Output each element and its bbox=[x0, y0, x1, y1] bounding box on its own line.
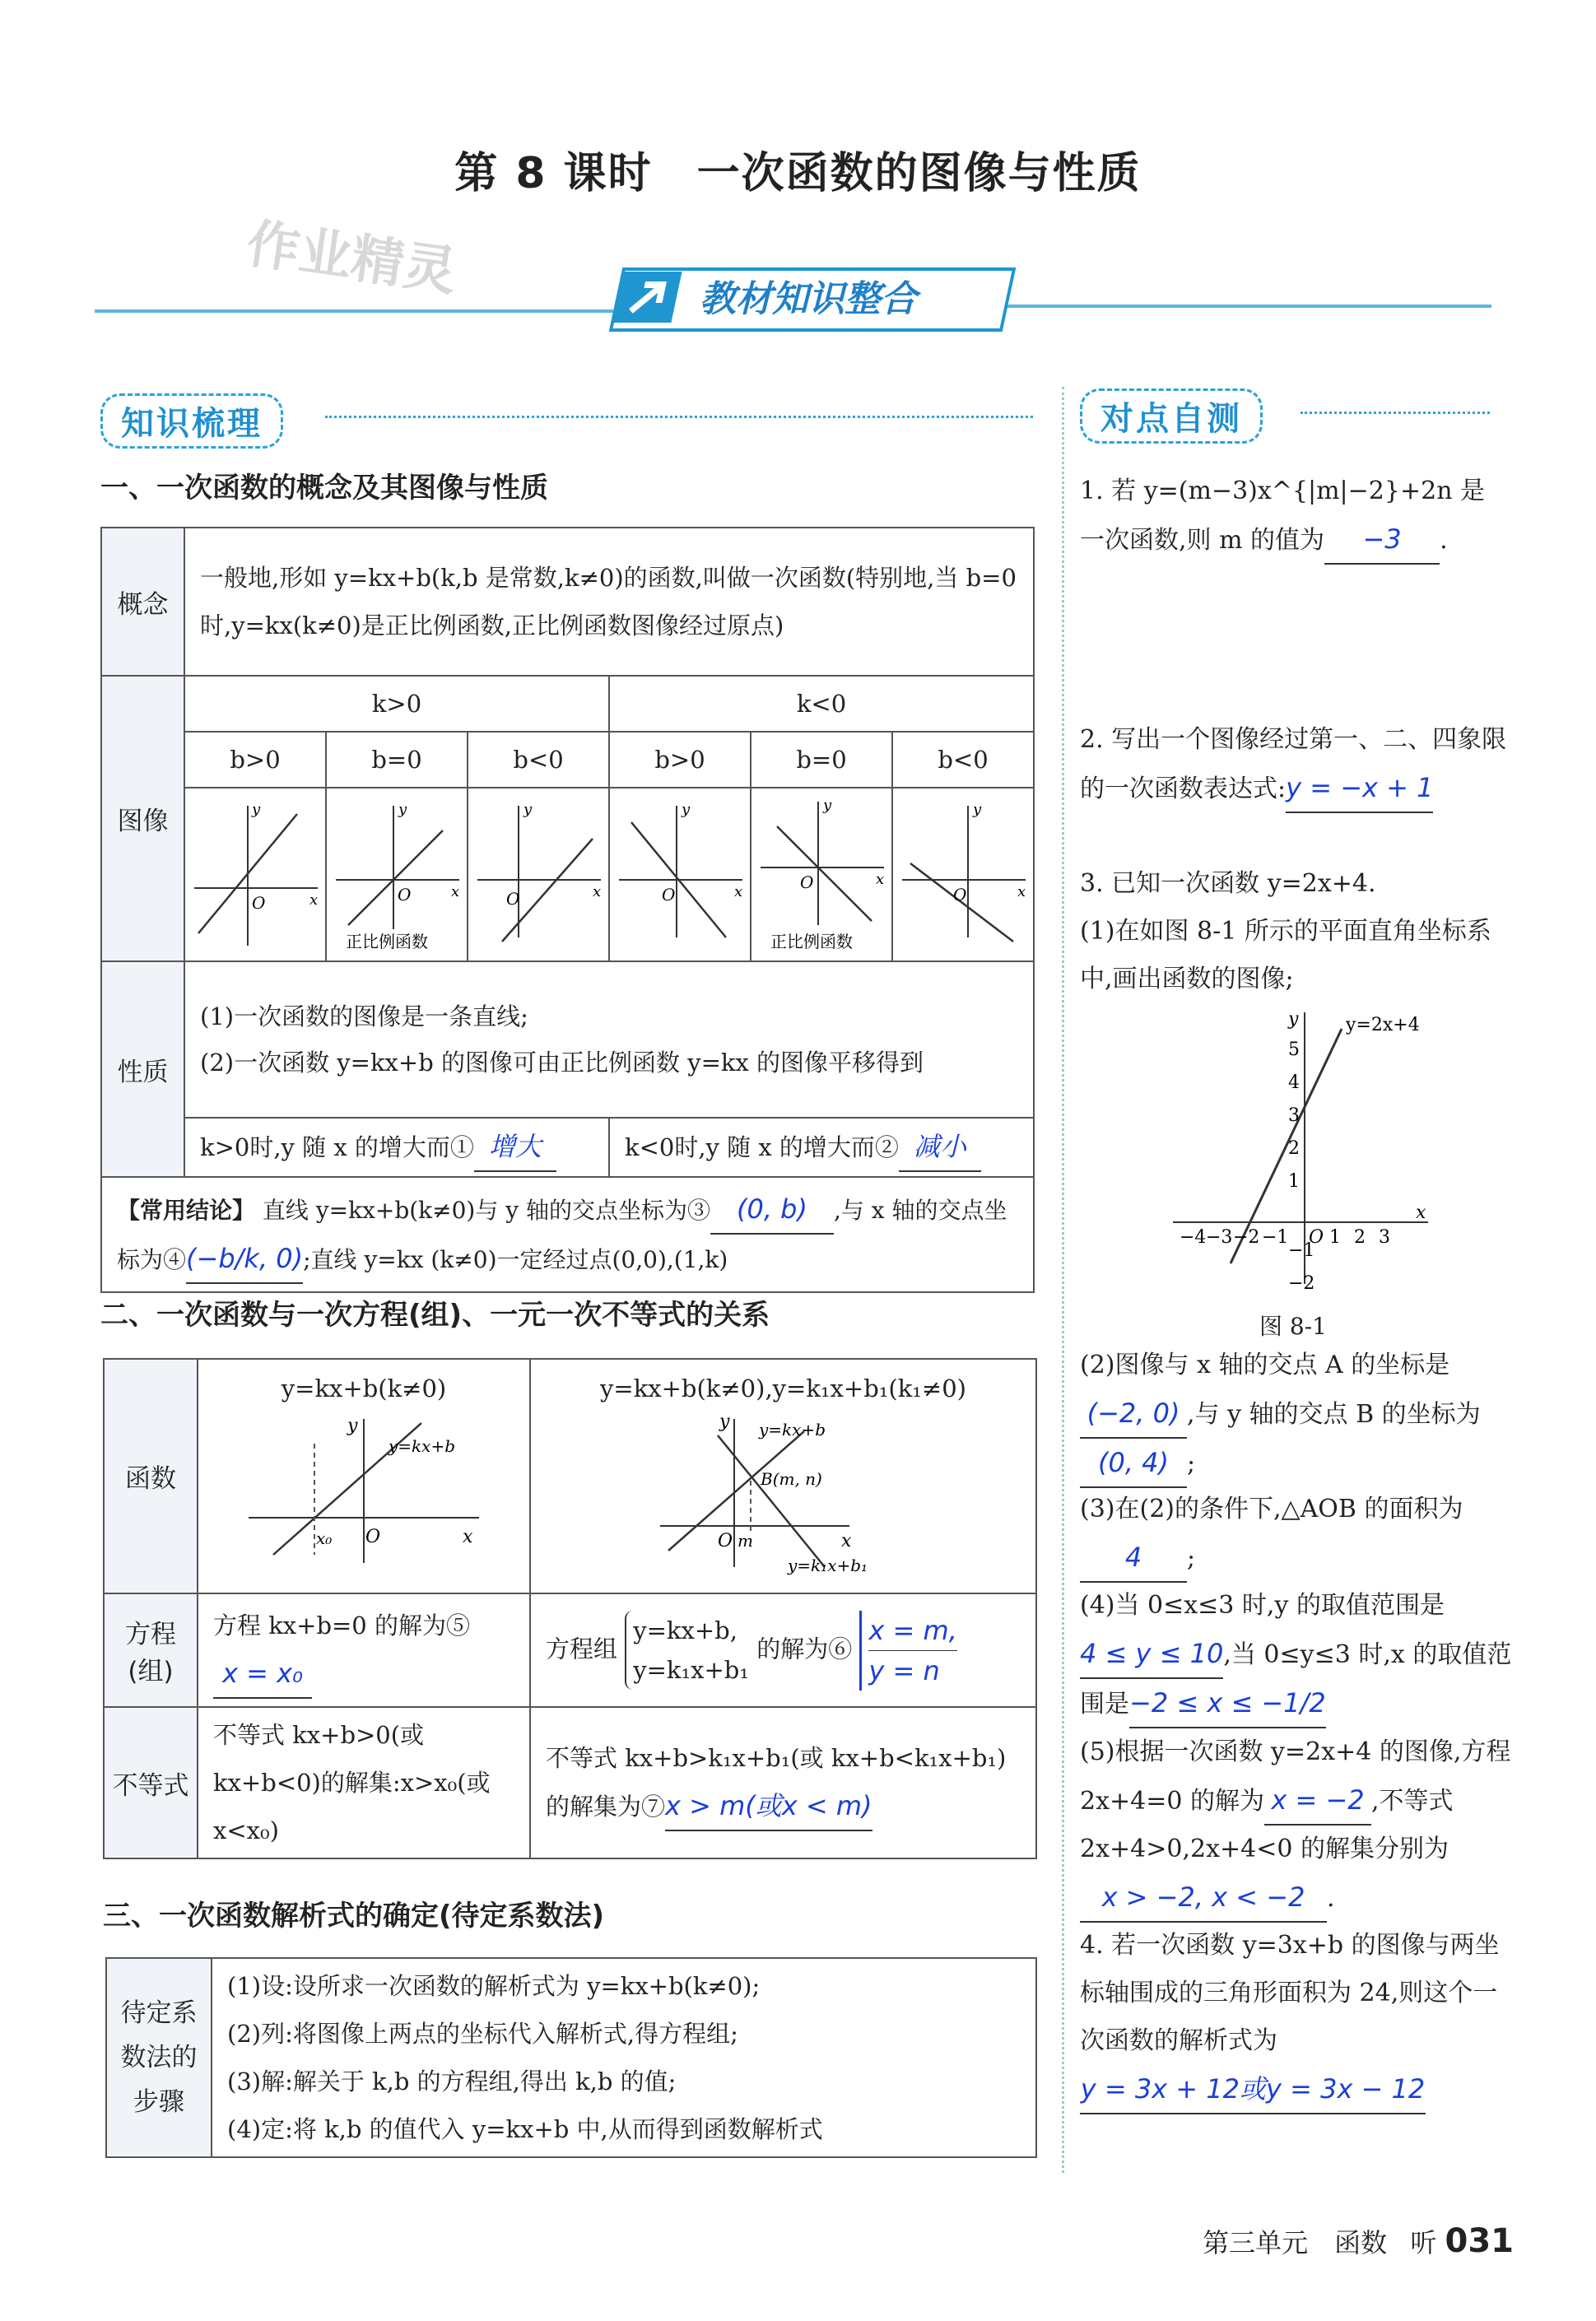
property-1: (1)一次函数的图像是一条直线; bbox=[200, 1002, 528, 1030]
svg-text:4: 4 bbox=[1288, 1072, 1300, 1093]
equation-1: 方程 kx+b=0 的解为⑤ bbox=[213, 1612, 470, 1640]
b-label: b=0 bbox=[751, 732, 892, 788]
method-label: 待定系数法的步骤 bbox=[106, 1958, 212, 2157]
relation-table bbox=[103, 1358, 1037, 1859]
svg-text:m: m bbox=[737, 1531, 753, 1551]
svg-text:2: 2 bbox=[1354, 1227, 1366, 1248]
graph-kneg-bzero bbox=[752, 789, 891, 954]
b-label: b=0 bbox=[326, 732, 468, 788]
svg-text:O: O bbox=[953, 885, 967, 905]
svg-text:−1: −1 bbox=[1262, 1227, 1289, 1248]
question-4-text: 4. 若一次函数 y=3x+b 的图像与两坐标轴围成的三角形面积为 24,则这个一次函数的解析式为 bbox=[1080, 1931, 1500, 2055]
b-label: b>0 bbox=[184, 732, 326, 788]
question-3-2: (2)图像与 x 轴的交点 A 的坐标是(−2, 0) ,与 y 轴的交点 B 的坐标为(0, 4) ; bbox=[1080, 1342, 1512, 1488]
banner-title: 教材知识整合 bbox=[700, 278, 917, 320]
conclusion-part-b: ,与 x 轴的交点坐标为④ bbox=[117, 1197, 1007, 1273]
svg-text:y: y bbox=[252, 801, 261, 818]
g2-point-label: B(m, n) bbox=[760, 1469, 822, 1489]
question-3-4-answer-b: −2 ≤ x ≤ −1/2 bbox=[1129, 1679, 1326, 1728]
conclusion-label: 【常用结论】 bbox=[117, 1197, 256, 1224]
concept-label: 概念 bbox=[101, 528, 184, 676]
svg-text:x: x bbox=[1017, 883, 1026, 900]
answer-1: 增大 bbox=[474, 1123, 556, 1172]
b-label: b<0 bbox=[892, 732, 1034, 788]
graph-two-lines bbox=[652, 1402, 915, 1575]
answer-6a: x = m, bbox=[868, 1614, 957, 1646]
concept-table bbox=[100, 527, 1035, 1293]
property-label: 性质 bbox=[101, 961, 184, 1177]
answer-4: (−b/k, 0) bbox=[186, 1235, 303, 1284]
question-3-3-answer: 4 bbox=[1080, 1533, 1187, 1583]
question-3-4-answer-a: 4 ≤ y ≤ 10 bbox=[1080, 1630, 1223, 1679]
question-3-5-text-b: ,不等式 2x+4>0,2x+4<0 的解集分别为 bbox=[1080, 1787, 1454, 1863]
question-3-3: (3)在(2)的条件下,△AOB 的面积为4 ; bbox=[1080, 1486, 1512, 1583]
k-negative-header: k<0 bbox=[609, 676, 1034, 732]
figure-line-label: y=2x+4 bbox=[1346, 1015, 1420, 1035]
pill-line-left bbox=[325, 416, 1033, 418]
svg-text:−3: −3 bbox=[1206, 1227, 1233, 1248]
pill-line-right bbox=[1301, 412, 1490, 414]
svg-text:O: O bbox=[1309, 1227, 1324, 1248]
graph-note: 正比例函数 bbox=[346, 932, 428, 951]
listen-label: 听 bbox=[1410, 2227, 1437, 2258]
question-1-answer: −3 bbox=[1324, 515, 1440, 565]
svg-text:O: O bbox=[365, 1527, 381, 1547]
question-4-answer: y = 3x + 12或y = 3x − 12 bbox=[1080, 2065, 1426, 2114]
svg-text:y: y bbox=[398, 801, 407, 818]
svg-text:3: 3 bbox=[1379, 1227, 1390, 1248]
property-2: (2)一次函数 y=kx+b 的图像可由正比例函数 y=kx 的图像平移得到 bbox=[200, 1049, 924, 1077]
question-2-text: 2. 写出一个图像经过第一、二、四象限的一次函数表达式: bbox=[1080, 725, 1507, 803]
section2-heading: 二、一次函数与一次方程(组)、一元一次不等式的关系 bbox=[100, 1299, 770, 1332]
function-label: 函数 bbox=[104, 1359, 198, 1593]
answer-7: x > m(或x < m) bbox=[665, 1782, 872, 1831]
svg-text:−2: −2 bbox=[1233, 1227, 1260, 1248]
question-3-3-text: (3)在(2)的条件下,△AOB 的面积为 bbox=[1080, 1495, 1463, 1523]
svg-text:O: O bbox=[506, 889, 520, 909]
step-3: (3)解:解关于 k,b 的方程组,得出 k,b 的值; bbox=[227, 2068, 677, 2095]
section1-heading: 一、一次函数的概念及其图像与性质 bbox=[100, 472, 548, 505]
k-positive-header: k>0 bbox=[184, 676, 609, 732]
answer-6b: y = n bbox=[868, 1650, 956, 1691]
graph-cell bbox=[751, 788, 892, 961]
graph-kpos-bpos bbox=[186, 789, 324, 954]
svg-text:−1: −1 bbox=[1288, 1240, 1315, 1261]
arrow-icon bbox=[613, 272, 682, 323]
svg-text:O: O bbox=[398, 885, 412, 905]
question-3-5: (5)根据一次函数 y=2x+4 的图像,方程 2x+4=0 的解为 x = −2 ,不等式 2x+4>0,2x+4<0 的解集分别为x > −2, x < −2 . bbox=[1080, 1728, 1512, 1923]
svg-text:x: x bbox=[876, 871, 885, 888]
image-label: 图像 bbox=[101, 676, 184, 961]
svg-text:x: x bbox=[309, 891, 319, 909]
page-footer bbox=[1203, 2222, 1514, 2260]
svg-text:5: 5 bbox=[1288, 1040, 1300, 1060]
function-1: y=kx+b(k≠0) bbox=[281, 1374, 447, 1402]
step-4: (4)定:将 k,b 的值代入 y=kx+b 中,从而得到函数解析式 bbox=[227, 2115, 823, 2143]
method-table bbox=[105, 1957, 1037, 2158]
svg-text:y: y bbox=[523, 801, 533, 818]
graph-note: 正比例函数 bbox=[770, 932, 853, 951]
svg-text:x: x bbox=[1416, 1202, 1426, 1223]
question-3-2-text-a: (2)图像与 x 轴的交点 A 的坐标是 bbox=[1080, 1351, 1450, 1379]
question-2 bbox=[1080, 716, 1508, 813]
banner-line-right bbox=[1006, 305, 1491, 308]
svg-text:x: x bbox=[734, 883, 743, 900]
graph-cell bbox=[609, 788, 751, 961]
g2-line1-label: y=kx+b bbox=[758, 1420, 826, 1440]
column-divider bbox=[1062, 387, 1064, 2173]
graph-kpos-bzero bbox=[328, 789, 466, 954]
function-2: y=kx+b(k≠0),y=k₁x+b₁(k₁≠0) bbox=[600, 1374, 966, 1402]
page-title: 第 8 课时 一次函数的图像与性质 bbox=[454, 149, 1142, 198]
question-1-text: 1. 若 y=(m−3)x^{|m|−2}+2n 是一次函数,则 m 的值为 bbox=[1080, 477, 1486, 555]
svg-text:−2: −2 bbox=[1288, 1273, 1315, 1292]
x0-label: x₀ bbox=[316, 1528, 333, 1548]
question-2-answer: y = −x + 1 bbox=[1286, 764, 1433, 813]
graph-cell bbox=[326, 788, 468, 961]
svg-text:y: y bbox=[823, 797, 832, 814]
inequality-2: 不等式 kx+b>k₁x+b₁(或 kx+b<k₁x+b₁)的解集为⑦ bbox=[546, 1744, 1007, 1821]
question-3 bbox=[1080, 860, 1508, 1003]
section3-heading: 三、一次函数解析式的确定(待定系数法) bbox=[103, 1900, 605, 1933]
self-test-pill: 对点自测 bbox=[1080, 388, 1263, 444]
svg-text:2: 2 bbox=[1288, 1138, 1300, 1159]
svg-text:O: O bbox=[252, 893, 266, 913]
step-1: (1)设:设所求一次函数的解析式为 y=kx+b(k≠0); bbox=[227, 1972, 761, 2000]
g2-line2-label: y=k₁x+b₁ bbox=[787, 1556, 868, 1575]
question-4 bbox=[1080, 1922, 1512, 2114]
system-eq-2: y=k₁x+b₁ bbox=[633, 1656, 749, 1684]
equation-2-suffix: 的解为⑥ bbox=[756, 1635, 853, 1663]
step-2: (2)列:将图像上两点的坐标代入解析式,得方程组; bbox=[227, 2020, 738, 2048]
answer-5: x = x₀ bbox=[213, 1649, 312, 1699]
property-kpos: k>0时,y 随 x 的增大而① bbox=[200, 1133, 474, 1161]
figure-8-1 bbox=[1165, 1004, 1436, 1292]
svg-text:x: x bbox=[593, 883, 602, 900]
question-3-5-text-a: (5)根据一次函数 y=2x+4 的图像,方程 2x+4=0 的解为 bbox=[1080, 1737, 1511, 1816]
question-3-2-text-b: ,与 y 轴的交点 B 的坐标为 bbox=[1187, 1400, 1481, 1429]
svg-text:x: x bbox=[463, 1527, 473, 1547]
inequality-1: 不等式 kx+b>0(或 kx+b<0)的解集:x>x₀(或 x<x₀) bbox=[198, 1707, 530, 1858]
inequality-label: 不等式 bbox=[104, 1707, 198, 1858]
svg-text:O: O bbox=[717, 1531, 733, 1551]
b-label: b<0 bbox=[468, 732, 609, 788]
question-3-4-text-a: (4)当 0≤x≤3 时,y 的取值范围是 bbox=[1080, 1591, 1445, 1620]
question-3-4-text-b: ,当 0≤y≤3 时,x 的取值范围是 bbox=[1080, 1640, 1512, 1719]
figure-caption: 图 8-1 bbox=[1259, 1313, 1327, 1340]
svg-text:O: O bbox=[800, 872, 814, 892]
question-3-5-answer-b: x > −2, x < −2 bbox=[1080, 1873, 1327, 1923]
property-kneg: k<0时,y 随 x 的增大而② bbox=[625, 1133, 899, 1161]
question-3-2-answer-a: (−2, 0) bbox=[1080, 1389, 1187, 1439]
question-3-text: 3. 已知一次函数 y=2x+4. bbox=[1080, 869, 1376, 898]
svg-text:O: O bbox=[662, 885, 676, 905]
svg-text:y: y bbox=[347, 1416, 358, 1436]
svg-text:y: y bbox=[682, 801, 691, 818]
svg-text:−4: −4 bbox=[1180, 1227, 1207, 1248]
watermark: 作业精灵 bbox=[243, 213, 461, 304]
graph-kpos-bneg bbox=[469, 789, 607, 954]
question-3-part-1: (1)在如图 8-1 所示的平面直角坐标系中,画出函数的图像; bbox=[1080, 917, 1491, 993]
svg-text:x: x bbox=[451, 883, 460, 900]
unit-label: 第三单元 函数 bbox=[1203, 2227, 1388, 2258]
conclusion-part-a: 直线 y=kx+b(k≠0)与 y 轴的交点坐标为③ bbox=[262, 1197, 710, 1224]
svg-text:y: y bbox=[1288, 1009, 1299, 1030]
equation-2-prefix: 方程组 bbox=[546, 1635, 618, 1663]
graph-single-line bbox=[240, 1402, 487, 1567]
g1-line-label: y=kx+b bbox=[389, 1436, 456, 1456]
question-1: 1. 若 y=(m−3)x^{|m|−2}+2n 是一次函数,则 m 的值为 −3 . bbox=[1080, 467, 1508, 565]
knowledge-pill: 知识梳理 bbox=[100, 393, 283, 449]
concept-text: 一般地,形如 y=kx+b(k,b 是常数,k≠0)的函数,叫做一次函数(特别地,当 b=0 时,y=kx(k≠0)是正比例函数,正比例函数图像经过原点) bbox=[184, 528, 1034, 676]
b-label: b>0 bbox=[609, 732, 751, 788]
graph-kneg-bpos bbox=[611, 789, 749, 954]
graph-cell bbox=[184, 788, 326, 961]
equation-label: 方程(组) bbox=[104, 1593, 198, 1707]
svg-text:y: y bbox=[973, 801, 982, 818]
graph-kneg-bneg bbox=[894, 789, 1032, 954]
question-3-2-answer-b: (0, 4) bbox=[1080, 1439, 1187, 1488]
conclusion-part-c: ;直线 y=kx (k≠0)一定经过点(0,0),(1,k) bbox=[303, 1246, 728, 1273]
svg-text:3: 3 bbox=[1288, 1105, 1300, 1126]
graph-cell bbox=[468, 788, 609, 961]
page-number: 031 bbox=[1445, 2222, 1514, 2260]
svg-text:y: y bbox=[719, 1412, 729, 1432]
svg-text:1: 1 bbox=[1288, 1171, 1300, 1192]
question-3-4 bbox=[1080, 1582, 1512, 1728]
question-3-5-answer-a: x = −2 bbox=[1264, 1776, 1371, 1826]
graph-cell bbox=[892, 788, 1034, 961]
answer-2: 减小 bbox=[899, 1123, 981, 1172]
system-eq-1: y=kx+b, bbox=[633, 1616, 738, 1644]
svg-text:x: x bbox=[840, 1531, 851, 1551]
answer-3: (0, b) bbox=[710, 1185, 834, 1235]
banner-line-left bbox=[95, 309, 613, 313]
svg-text:1: 1 bbox=[1329, 1227, 1341, 1248]
